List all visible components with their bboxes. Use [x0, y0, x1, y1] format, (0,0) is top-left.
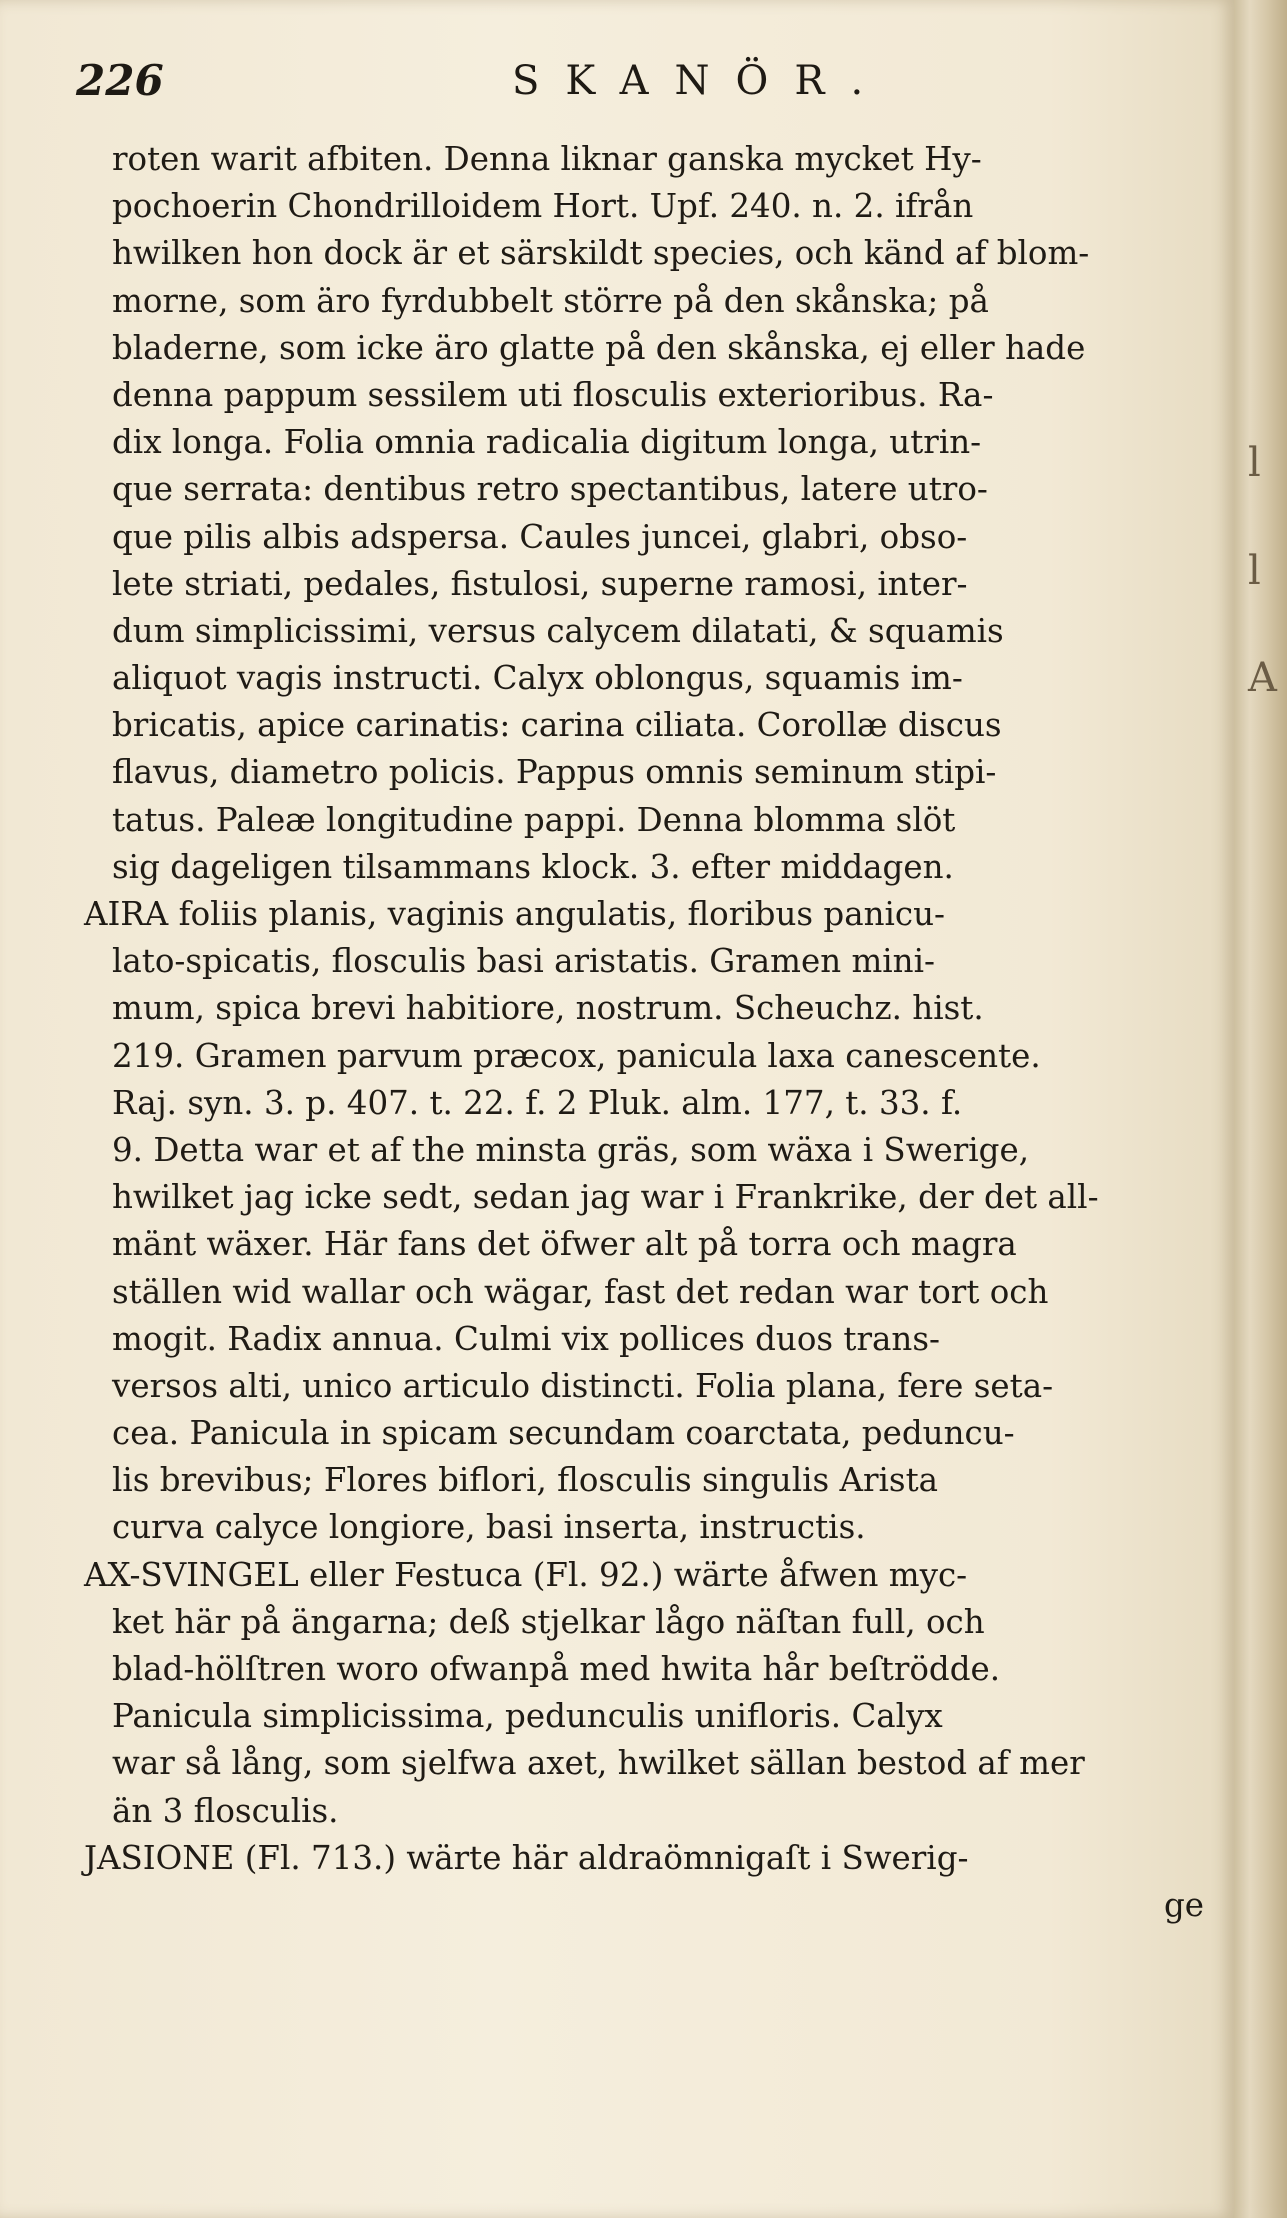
text-line: Raj. syn. 3. p. 407. t. 22. f. 2 Pluk. alm. 177, t. 33. f.	[112, 1083, 963, 1122]
text-line: versos alti, unico articulo distincti. Folia plana, fere seta-	[112, 1366, 1054, 1405]
text-line: cea. Panicula in spicam secundam coarctata, peduncu-	[112, 1414, 1015, 1453]
edge-mark: A	[1248, 655, 1277, 701]
text-line: hwilket jag icke sedt, sedan jag war i Frankrike, der det all-	[112, 1178, 1099, 1217]
running-head: SKANÖR.	[512, 58, 890, 104]
text-line: roten warit afbiten. Denna liknar ganska mycket Hy-	[112, 140, 982, 178]
text-line: mum, spica brevi habitiore, nostrum. Scheuchz. hist.	[112, 989, 984, 1028]
text-line: que pilis albis adspersa. Caules juncei, glabri, obso-	[112, 517, 968, 556]
text-line: denna pappum sessilem uti flosculis exterioribus. Ra-	[112, 375, 994, 414]
entry-line-ax-svingel: AX-SVINGEL eller Festuca (Fl. 92.) wärte åfwen myc-	[84, 1555, 968, 1594]
page-number: 226	[76, 56, 164, 105]
entry-line-aira: AIRA foliis planis, vaginis angulatis, floribus panicu-	[84, 895, 946, 933]
text-line: bladerne, som icke äro glatte på den skånska, ej eller hade	[112, 328, 1086, 367]
text-line: curva calyce longiore, basi inserta, instructis.	[112, 1508, 866, 1547]
text-line: Panicula simplicissima, pedunculis unifloris. Calyx	[112, 1697, 943, 1736]
text-line: dum simplicissimi, versus calycem dilatati, & squamis	[112, 611, 1004, 650]
text-line: que serrata: dentibus retro spectantibus, latere utro-	[112, 470, 988, 509]
text-line: än 3 flosculis.	[112, 1791, 339, 1830]
text-line: ket här på ängarna; deß stjelkar lågo näſtan full, och	[112, 1602, 985, 1641]
text-line: morne, som äro fyrdubbelt större på den skånska; på	[112, 281, 989, 320]
text-line: war så lång, som sjelfwa axet, hwilket sällan bestod af mer	[112, 1744, 1085, 1783]
page-body	[72, 136, 1212, 1929]
text-line: 219. Gramen parvum præcox, panicula laxa canescente.	[112, 1036, 1041, 1075]
text-line: tatus. Paleæ longitudine pappi. Denna blomma slöt	[112, 800, 956, 839]
text-line: bricatis, apice carinatis: carina ciliata. Corollæ discus	[112, 706, 1002, 745]
catchword: ge	[1163, 1885, 1204, 1924]
edge-mark: l	[1248, 440, 1261, 486]
text-line: flavus, diametro policis. Pappus omnis seminum stipi-	[112, 753, 997, 792]
text-line: 9. Detta war et af the minsta gräs, som wäxa i Swerige,	[112, 1130, 1030, 1169]
text-line: lis brevibus; Flores biflori, flosculis singulis Arista	[112, 1461, 939, 1500]
text-line: ställen wid wallar och wägar, fast det redan war tort och	[112, 1272, 1049, 1311]
page-edge	[1234, 0, 1287, 2218]
text-line: sig dageligen tilsammans klock. 3. efter middagen.	[112, 847, 954, 886]
entry-line-jasione: JASIONE (Fl. 713.) wärte här aldraömnigaſt i Swerig-	[84, 1838, 969, 1877]
text-line: blad-hölſtren woro ofwanpå med hwita hår beſtrödde.	[112, 1650, 1001, 1688]
edge-mark: l	[1248, 548, 1261, 594]
page-header	[72, 56, 1192, 116]
text-line: lete striati, pedales, fistulosi, superne ramosi, inter-	[112, 564, 968, 603]
text-line: mänt wäxer. Här fans det öfwer alt på torra och magra	[112, 1225, 1017, 1264]
text-line: dix longa. Folia omnia radicalia digitum longa, utrin-	[112, 423, 982, 462]
text-line: aliquot vagis instructi. Calyx oblongus, squamis im-	[112, 659, 963, 698]
text-line: pochoerin Chondrilloidem Hort. Upf. 240. n. 2. ifrån	[112, 187, 974, 226]
text-line: mogit. Radix annua. Culmi vix pollices duos trans-	[112, 1319, 940, 1358]
text-line: hwilken hon dock är et särskildt species, och känd af blom-	[112, 234, 1090, 273]
text-line: lato-spicatis, flosculis basi aristatis. Gramen mini-	[112, 942, 935, 981]
